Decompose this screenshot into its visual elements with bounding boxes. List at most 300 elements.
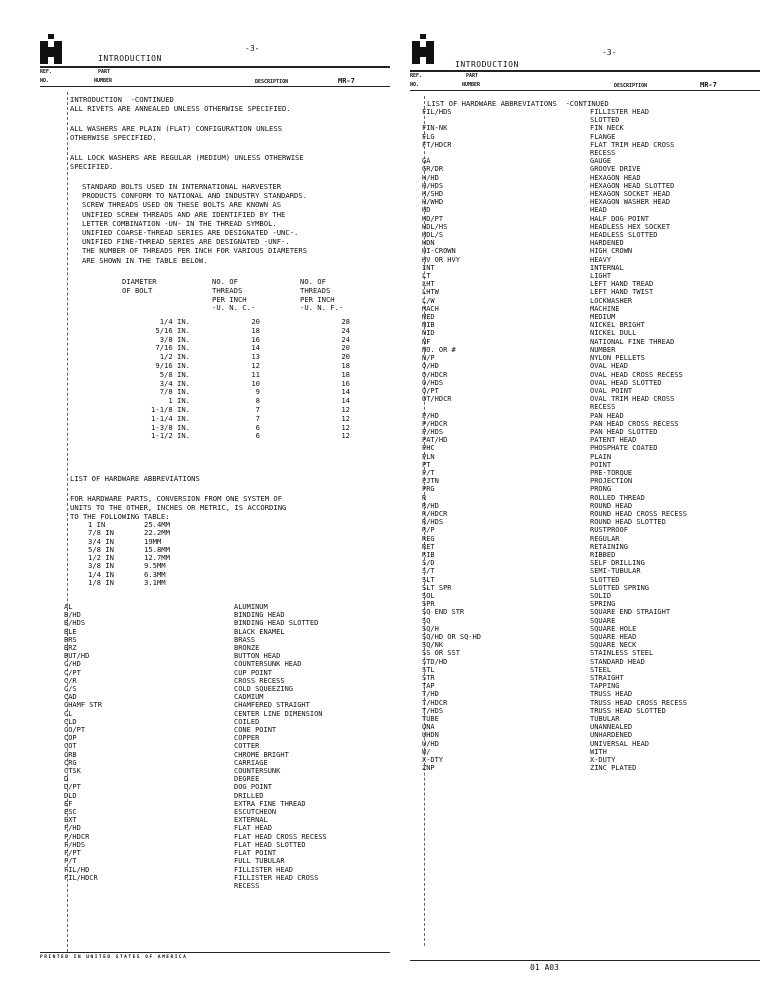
abbreviation-meaning: CARRIAGE bbox=[234, 758, 268, 767]
unc-cell: 7 bbox=[255, 413, 260, 423]
abbreviation-row bbox=[422, 551, 687, 559]
abbreviation-row bbox=[422, 354, 687, 362]
abbreviation-row bbox=[64, 718, 327, 726]
conversion-para-line-2: UNITS TO THE OTHER, INCHES OR METRIC, IS ACCORDING bbox=[70, 503, 287, 512]
abbreviation: B/HD bbox=[64, 611, 81, 620]
abbreviation: FIN-NK bbox=[422, 124, 448, 133]
unc-cell: 8 bbox=[255, 396, 260, 406]
abbreviation-row bbox=[64, 628, 327, 636]
abbreviation: F/HDS bbox=[64, 840, 86, 849]
abbreviation: TUBE bbox=[422, 715, 439, 724]
abbreviation: S/D bbox=[422, 559, 435, 568]
abbreviation: STD/HD bbox=[422, 657, 448, 666]
page-number: -3- bbox=[245, 44, 260, 53]
abbreviation-meaning: CADMIUM bbox=[234, 693, 264, 702]
abbreviation-meaning: HIGH CROWN bbox=[590, 247, 633, 256]
lockwashers-line-1: ALL LOCK WASHERS ARE REGULAR (MEDIUM) UNLESS OTHERWISE bbox=[70, 153, 304, 162]
abbreviation-meaning: PATENT HEAD bbox=[590, 436, 637, 445]
abbreviation: HDL/HS bbox=[422, 222, 448, 231]
abbreviation-meaning: OVAL HEAD bbox=[590, 362, 628, 371]
abbreviation-row bbox=[422, 477, 687, 485]
abbreviation-meaning: LEFT HAND TWIST bbox=[590, 288, 654, 297]
abbreviation: LHTW bbox=[422, 288, 439, 297]
page-number: -3- bbox=[602, 48, 617, 57]
abbreviation-row bbox=[422, 764, 687, 772]
abbreviation-row bbox=[64, 833, 327, 841]
conversion-row bbox=[88, 579, 204, 587]
thread-table-row bbox=[110, 397, 350, 406]
abbreviation-row bbox=[422, 403, 687, 411]
unc-cell: 6 bbox=[255, 431, 260, 441]
unf-cell: 12 bbox=[341, 404, 350, 414]
abbreviation-row bbox=[422, 592, 687, 600]
abbreviation-row bbox=[64, 841, 327, 849]
abbreviation-row bbox=[422, 133, 687, 141]
abbreviation-row bbox=[422, 223, 687, 231]
diameter-cell: 5/16 IN. bbox=[155, 325, 190, 335]
abbreviation-meaning: FULL TUBULAR bbox=[234, 857, 285, 866]
abbreviation-meaning: BRONZE bbox=[234, 644, 260, 653]
abbreviation-row bbox=[422, 174, 687, 182]
abbreviation-row bbox=[64, 710, 327, 718]
description-label: DESCRIPTION bbox=[614, 83, 648, 89]
abbreviation: NF bbox=[422, 337, 431, 346]
abbreviation-meaning: RETAINING bbox=[590, 542, 628, 551]
abbreviation-meaning: BINDING HEAD bbox=[234, 611, 285, 620]
abbreviation-row bbox=[422, 412, 687, 420]
abbreviation: CRB bbox=[64, 750, 77, 759]
abbreviation-meaning: COLD SQUEEZING bbox=[234, 685, 294, 694]
unf-cell: 12 bbox=[341, 431, 350, 441]
abbreviation-row bbox=[422, 305, 687, 313]
abbreviation-row bbox=[422, 502, 687, 510]
abbreviation-row bbox=[422, 666, 687, 674]
abbreviation-row bbox=[422, 641, 687, 649]
diameter-cell: 9/16 IN. bbox=[155, 360, 190, 370]
abbreviation-meaning: RUSTPROOF bbox=[590, 526, 628, 535]
unc-cell: 18 bbox=[251, 325, 260, 335]
unf-cell: 24 bbox=[341, 325, 350, 335]
abbreviation: P/HDCR bbox=[422, 419, 448, 428]
abbreviation-row bbox=[64, 849, 327, 857]
description-label: DESCRIPTION bbox=[255, 79, 289, 85]
abbreviation-meaning: UNIVERSAL HEAD bbox=[590, 739, 650, 748]
header-rule bbox=[410, 70, 760, 72]
abbreviation-row bbox=[422, 313, 687, 321]
abbreviation-row bbox=[422, 658, 687, 666]
abbreviation-row bbox=[422, 584, 687, 592]
no-label: NO. bbox=[410, 82, 420, 88]
abbreviation-meaning: DOG POINT bbox=[234, 783, 272, 792]
abbreviation-meaning: FLAT HEAD SLOTTED bbox=[234, 840, 306, 849]
washers-line-2: OTHERWISE SPECIFIED. bbox=[70, 133, 157, 142]
unf-cell: 20 bbox=[341, 352, 350, 362]
abbreviation-row bbox=[422, 485, 687, 493]
abbreviation-meaning: CUP POINT bbox=[234, 668, 272, 677]
unc-cell: 14 bbox=[251, 343, 260, 353]
abbreviation: CTSK bbox=[64, 767, 81, 776]
abbreviation: RIB bbox=[422, 550, 435, 559]
abbreviation-meaning: HEXAGON SOCKET HEAD bbox=[590, 190, 671, 199]
abbreviation-meaning: PLAIN bbox=[590, 452, 612, 461]
abbreviation: BUT/HD bbox=[64, 652, 90, 661]
abbreviation-row bbox=[64, 816, 327, 824]
abbreviation-meaning: CHROME BRIGHT bbox=[234, 750, 289, 759]
abbreviation-row bbox=[422, 149, 687, 157]
abbreviation-meaning: HEXAGON HEAD SLOTTED bbox=[590, 181, 675, 190]
abbreviation: FIL/HDCR bbox=[64, 873, 98, 882]
abbreviation-row bbox=[422, 535, 687, 543]
abbreviation-meaning: OVAL TRIM HEAD CROSS bbox=[590, 395, 675, 404]
thread-table-row bbox=[110, 415, 350, 424]
conversion-cell: 6.3MM bbox=[144, 569, 166, 579]
abbreviation-row bbox=[422, 444, 687, 452]
abbreviation-meaning: EXTRA FINE THREAD bbox=[234, 799, 306, 808]
abbreviation-row bbox=[64, 619, 327, 627]
diameter-cell: 1/4 IN. bbox=[159, 317, 190, 326]
unc-cell: 20 bbox=[251, 317, 260, 326]
abbreviation: REG bbox=[422, 534, 435, 543]
abbreviation-row bbox=[422, 395, 687, 403]
thread-table-row bbox=[110, 318, 350, 327]
abbreviation-meaning: NICKEL DULL bbox=[590, 329, 637, 338]
abbreviation-row bbox=[64, 636, 327, 644]
abbreviation-meaning: FLAT TRIM HEAD CROSS bbox=[590, 140, 675, 149]
abbreviation-meaning: RECESS bbox=[590, 149, 616, 158]
abbreviation: C/PT bbox=[64, 668, 81, 677]
abbreviation-row bbox=[64, 726, 327, 734]
unc-cell: 6 bbox=[255, 422, 260, 432]
abbreviation: CAD bbox=[64, 693, 77, 702]
abbreviation: X-DTY bbox=[422, 756, 444, 765]
abbreviation: BRS bbox=[64, 635, 77, 644]
abbreviation: DLD bbox=[64, 791, 77, 800]
abbreviation-meaning: SQUARE HOLE bbox=[590, 624, 637, 633]
abbreviation-row bbox=[422, 633, 687, 641]
abbreviation: H/SHD bbox=[422, 190, 444, 199]
abbreviation bbox=[64, 882, 234, 890]
abbreviation: D/PT bbox=[64, 783, 81, 792]
abbreviation bbox=[422, 116, 590, 124]
abbreviation: SPR bbox=[422, 600, 435, 609]
abbreviation-meaning: HEAVY bbox=[590, 255, 612, 264]
abbreviation-row bbox=[64, 677, 327, 685]
abbreviation: STR bbox=[422, 674, 435, 683]
number-label: NUMBER bbox=[462, 82, 481, 88]
abbreviation-row bbox=[422, 518, 687, 526]
abbreviation: O/HD bbox=[422, 362, 439, 371]
abbreviation-row bbox=[64, 866, 327, 874]
abbreviation: SQ/H bbox=[422, 624, 439, 633]
abbreviation: N/P bbox=[422, 354, 435, 363]
abbreviation-row bbox=[64, 603, 327, 611]
abbreviation: PT bbox=[422, 460, 431, 469]
abbreviation-meaning: TAPPING bbox=[590, 682, 620, 691]
abbreviation: FIL/HD bbox=[64, 865, 90, 874]
abbreviation-meaning: UNANNEALED bbox=[590, 723, 633, 732]
abbreviation-meaning: RECESS bbox=[234, 881, 260, 890]
abbreviation-meaning: HEADLESS HEX SOCKET bbox=[590, 222, 671, 231]
rivets-text: ALL RIVETS ARE ANNEALED UNLESS OTHERWISE SPECIFIED. bbox=[70, 104, 291, 113]
abbreviation: HDL/S bbox=[422, 231, 444, 240]
model-ref: MR-7 bbox=[338, 77, 355, 85]
abbreviation-meaning: SLOTTED bbox=[590, 575, 620, 584]
abbreviation-row bbox=[422, 699, 687, 707]
abbreviation: COT bbox=[64, 742, 77, 751]
abbreviation: T/HDS bbox=[422, 706, 444, 715]
footer-rule bbox=[410, 960, 760, 961]
abbreviation: CLD bbox=[64, 717, 77, 726]
thread-table-header: DIAMETER OF BOLT NO. OF THREADS PER INCH -U. N. C.- NO. OF THREADS PER INCH -U. N. F.- bbox=[122, 277, 344, 313]
abbreviation: R/HDCR bbox=[422, 509, 448, 518]
abbreviation-meaning: OVAL POINT bbox=[590, 386, 633, 395]
abbreviation-row bbox=[422, 756, 687, 764]
abbreviation-meaning: TUBULAR bbox=[590, 715, 620, 724]
header-rule bbox=[40, 66, 390, 68]
abbreviation-meaning: ZINC PLATED bbox=[590, 764, 637, 773]
abbreviation-row bbox=[422, 141, 687, 149]
abbreviation-meaning: SPRING bbox=[590, 600, 616, 609]
abbreviation bbox=[422, 403, 590, 411]
abbreviation: B/HDS bbox=[64, 619, 86, 628]
conversion-para-line-1: FOR HARDWARE PARTS, CONVERSION FROM ONE SYSTEM OF bbox=[70, 494, 283, 503]
abbreviation bbox=[422, 149, 590, 157]
abbreviation-row bbox=[64, 611, 327, 619]
abbreviation: HD/PT bbox=[422, 214, 444, 223]
abbreviation-row bbox=[422, 288, 687, 296]
diameter-cell: 1-3/8 IN. bbox=[151, 422, 190, 432]
abbreviation-meaning: ESCUTCHEON bbox=[234, 808, 277, 817]
abbreviation-row bbox=[422, 453, 687, 461]
abbreviation-row bbox=[422, 567, 687, 575]
abbreviation-meaning: ROUND HEAD CROSS RECESS bbox=[590, 509, 687, 518]
abbreviation: SLT SPR bbox=[422, 583, 452, 592]
abbreviation-row bbox=[422, 649, 687, 657]
abbreviation-row bbox=[422, 600, 687, 608]
abbreviation: F/HDCR bbox=[64, 832, 90, 841]
abbreviation: SOL bbox=[422, 591, 435, 600]
abbreviation-meaning: STAINLESS STEEL bbox=[590, 649, 654, 658]
abbreviation: FIL/HDS bbox=[422, 108, 452, 116]
abbreviation-row bbox=[422, 272, 687, 280]
abbreviation-meaning: FLAT POINT bbox=[234, 849, 277, 858]
abbreviation: H/HD bbox=[422, 173, 439, 182]
abbreviation-row bbox=[64, 783, 327, 791]
abbreviation-row bbox=[422, 362, 687, 370]
abbreviation-meaning: REGULAR bbox=[590, 534, 620, 543]
conversion-cell: 1 IN bbox=[88, 520, 106, 529]
abbreviation-meaning: SEMI-TUBULAR bbox=[590, 567, 641, 576]
abbreviation: MACH bbox=[422, 304, 439, 313]
abbreviation: P/HD bbox=[422, 411, 439, 420]
abbreviation-meaning: ROUND HEAD bbox=[590, 501, 633, 510]
intro-heading: INTRODUCTION -CONTINUED bbox=[70, 95, 174, 104]
abbreviation-meaning: CENTER LINE DIMENSION bbox=[234, 709, 323, 718]
abbreviation-meaning: GROOVE DRIVE bbox=[590, 165, 641, 174]
abbreviation-row bbox=[422, 625, 687, 633]
abbreviation: PRG bbox=[422, 485, 435, 494]
abbreviation: SQ END STR bbox=[422, 608, 465, 617]
abbreviation-row bbox=[64, 759, 327, 767]
abbreviation-meaning: HEADLESS SLOTTED bbox=[590, 231, 658, 240]
abbreviation-meaning: X-DUTY bbox=[590, 756, 616, 765]
abbreviation-meaning: PHOSPHATE COATED bbox=[590, 444, 658, 453]
abbreviation-meaning: ALUMINUM bbox=[234, 603, 268, 611]
abbreviation-meaning: GAUGE bbox=[590, 157, 612, 166]
abbreviation-meaning: COUNTERSUNK HEAD bbox=[234, 660, 302, 669]
ref-label: REF. bbox=[40, 69, 53, 75]
abbreviation: H/WHD bbox=[422, 198, 444, 207]
abbreviation-meaning: HEXAGON HEAD bbox=[590, 173, 641, 182]
abbreviation: R/HDS bbox=[422, 518, 444, 527]
abbreviation-row bbox=[422, 157, 687, 165]
abbreviation-row bbox=[422, 297, 687, 305]
page-code: 01 A03 bbox=[530, 963, 559, 972]
no-label: NO. bbox=[40, 78, 50, 84]
abbreviation: HI-CROWN bbox=[422, 247, 456, 256]
abbreviation-meaning: TRUSS HEAD SLOTTED bbox=[590, 706, 666, 715]
diameter-cell: 1/2 IN. bbox=[159, 352, 190, 362]
conversion-cell: 1/8 IN bbox=[88, 578, 114, 588]
diameter-cell: 3/4 IN. bbox=[159, 378, 190, 388]
abbreviation-row bbox=[64, 685, 327, 693]
abbreviation: PAT/HD bbox=[422, 436, 448, 445]
abbreviation-meaning: FIN NECK bbox=[590, 124, 624, 133]
abbreviation: HV OR HVY bbox=[422, 255, 460, 264]
abbreviation-meaning: HEAD bbox=[590, 206, 607, 215]
abbreviation: F/T bbox=[64, 857, 77, 866]
diameter-cell: 1-1/2 IN. bbox=[151, 431, 190, 441]
unf-cell: 18 bbox=[341, 360, 350, 370]
thread-table-row bbox=[110, 362, 350, 371]
conversion-cell: 9.5MM bbox=[144, 561, 166, 571]
thread-table-row bbox=[110, 336, 350, 345]
abbreviation-row bbox=[422, 559, 687, 567]
abbreviation-meaning: FILLISTER HEAD CROSS bbox=[234, 873, 319, 882]
abbreviation-meaning: CHAMFERED STRAIGHT bbox=[234, 701, 310, 710]
ih-logo bbox=[40, 34, 62, 64]
abbreviation-row bbox=[422, 329, 687, 337]
bolts-paragraph: STANDARD BOLTS USED IN INTERNATIONAL HARVESTER PRODUCTS CONFORM TO NATIONAL AND INDUSTRY STANDARDS. SCREW THREADS USED ON THESE BOLTS ARE KNOWN AS UNIFIED SCREW THREADS AND ARE IDENTIFIED BY THE LETTER COMBINATION -UN- IN THE THREAD SYMBOL. UNIFIED COARSE-THREAD SERIES ARE DESIGNATED -UNC-. UNIFIED FINE-THREAD SERIES ARE DESIGNATED -UNF-. THE NUMBER OF THREADS PER INCH FOR VARIOUS DIAMETERS ARE SHOWN IN THE TABLE BELOW. bbox=[82, 182, 308, 265]
abbreviation: R bbox=[422, 493, 427, 502]
abbreviation: HD bbox=[422, 206, 431, 215]
abbreviation: H/HDS bbox=[422, 181, 444, 190]
abbreviation-meaning: ROLLED THREAD bbox=[590, 493, 645, 502]
abbreviation-meaning: OVAL HEAD SLOTTED bbox=[590, 378, 662, 387]
abbreviation: EF bbox=[64, 799, 73, 808]
abbreviation-meaning: LOCKWASHER bbox=[590, 296, 633, 305]
abbreviation-meaning: CROSS RECESS bbox=[234, 676, 285, 685]
abbreviation-meaning: BINDING HEAD SLOTTED bbox=[234, 619, 319, 628]
abbreviation: P/HDS bbox=[422, 427, 444, 436]
abbreviation-row bbox=[422, 543, 687, 551]
abbreviation: BRZ bbox=[64, 644, 77, 653]
abbreviation-row bbox=[422, 723, 687, 731]
footer-rule bbox=[40, 952, 390, 953]
abbreviation: HDN bbox=[422, 239, 435, 248]
abbreviation-row bbox=[422, 321, 687, 329]
abbreviation-meaning: DRILLED bbox=[234, 791, 264, 800]
abbreviation: T/HDCR bbox=[422, 698, 448, 707]
abbreviation-row bbox=[64, 775, 327, 783]
abbreviation: PJTN bbox=[422, 477, 439, 486]
abbreviation-row bbox=[422, 526, 687, 534]
unf-cell: 20 bbox=[341, 343, 350, 353]
diameter-cell: 1-1/8 IN. bbox=[151, 404, 190, 414]
abbr-continued-heading: LIST OF HARDWARE ABBREVIATIONS -CONTINUED bbox=[427, 99, 609, 108]
unf-cell: 14 bbox=[341, 387, 350, 397]
abbreviation: ZNP bbox=[422, 764, 435, 773]
abbreviation-meaning: LEFT HAND TREAD bbox=[590, 280, 654, 289]
abbreviation: UHDN bbox=[422, 731, 439, 740]
abbreviation: O/HDS bbox=[422, 378, 444, 387]
abbreviation: STL bbox=[422, 665, 435, 674]
abbreviation: CRG bbox=[64, 758, 77, 767]
unc-cell: 7 bbox=[255, 404, 260, 414]
abbreviation-row bbox=[422, 206, 687, 214]
unf-cell: 12 bbox=[341, 413, 350, 423]
abbreviation-row bbox=[422, 165, 687, 173]
conversion-cell: 7/8 IN bbox=[88, 528, 114, 538]
abbreviation: C/HD bbox=[64, 660, 81, 669]
abbreviation-row bbox=[64, 874, 327, 882]
abbreviation-meaning: BRASS bbox=[234, 635, 256, 644]
abbreviation-row bbox=[422, 108, 687, 116]
unf-cell: 24 bbox=[341, 334, 350, 344]
abbreviation: F/PT bbox=[64, 849, 81, 858]
abbreviation: T/HD bbox=[422, 690, 439, 699]
abbreviation: SQ/NK bbox=[422, 641, 444, 650]
unf-cell: 28 bbox=[341, 317, 350, 326]
diameter-cell: 1 IN. bbox=[168, 396, 190, 406]
thread-table-row bbox=[110, 380, 350, 389]
abbreviation: L/W bbox=[422, 296, 435, 305]
abbreviation-meaning: HALF DOG POINT bbox=[590, 214, 650, 223]
abbreviation: FT/HDCR bbox=[422, 140, 452, 149]
abbreviation-row bbox=[422, 338, 687, 346]
thread-table-row bbox=[110, 406, 350, 415]
abbreviation-meaning: DEGREE bbox=[234, 775, 260, 784]
abbreviation: R/P bbox=[422, 526, 435, 535]
abbreviation-row bbox=[422, 740, 687, 748]
abbreviation: U/HD bbox=[422, 739, 439, 748]
abbreviation-meaning: FLAT HEAD bbox=[234, 824, 272, 833]
abbreviation-row bbox=[422, 379, 687, 387]
diameter-cell: 5/8 IN. bbox=[159, 369, 190, 379]
abbreviation-row bbox=[422, 617, 687, 625]
abbreviation-meaning: TRUSS HEAD CROSS RECESS bbox=[590, 698, 687, 707]
abbreviation-row bbox=[422, 247, 687, 255]
thread-table-row bbox=[110, 327, 350, 336]
abbreviation-meaning: NYLON PELLETS bbox=[590, 354, 645, 363]
abbreviation-row bbox=[422, 494, 687, 502]
abbreviation-meaning: EXTERNAL bbox=[234, 816, 268, 825]
abbreviation-meaning: NUMBER bbox=[590, 345, 616, 354]
conversion-cell: 3.1MM bbox=[144, 578, 166, 588]
part-label: PART bbox=[466, 73, 479, 79]
abbreviation-row bbox=[64, 652, 327, 660]
abbreviation: RET bbox=[422, 542, 435, 551]
abbreviation-row bbox=[422, 469, 687, 477]
abbreviation-row bbox=[422, 461, 687, 469]
conversion-cell: 12.7MM bbox=[144, 553, 170, 563]
lockwashers-line-2: SPECIFIED. bbox=[70, 162, 114, 171]
abbreviation-row bbox=[422, 715, 687, 723]
abbr-heading: LIST OF HARDWARE ABBREVIATIONS bbox=[70, 474, 200, 483]
header-title: INTRODUCTION bbox=[455, 60, 519, 69]
conversion-cell: 1/2 IN bbox=[88, 553, 114, 563]
abbreviation: S/T bbox=[422, 567, 435, 576]
